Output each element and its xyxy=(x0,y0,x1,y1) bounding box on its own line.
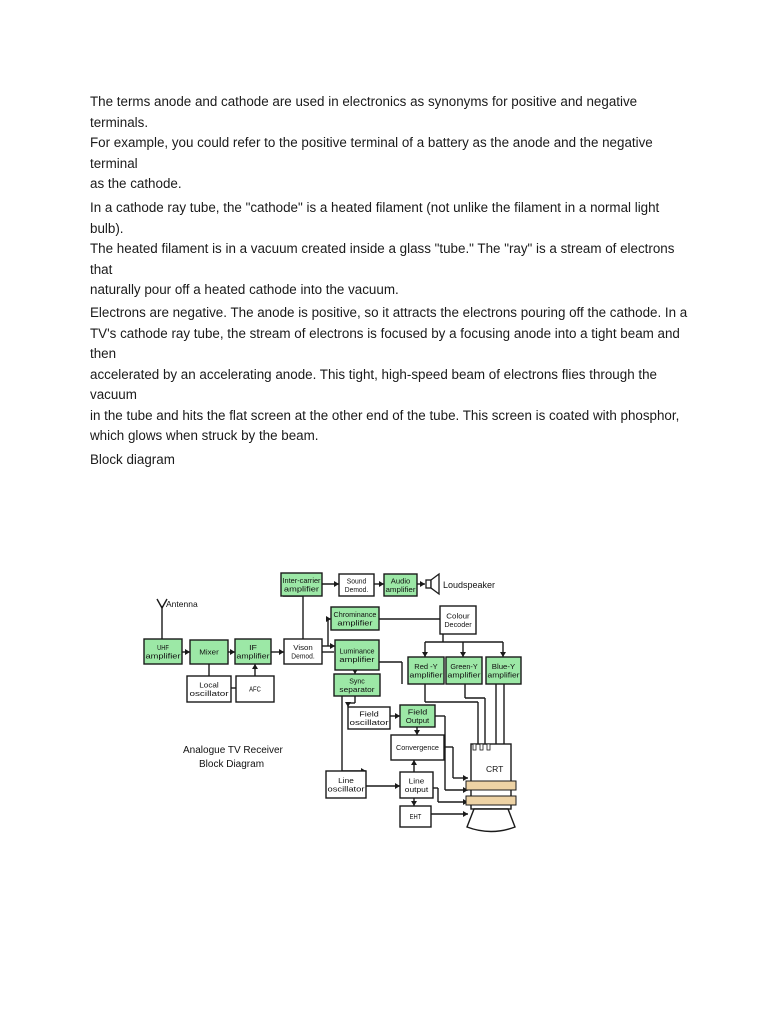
field-osc-block xyxy=(348,707,390,729)
red-y-block xyxy=(408,657,444,684)
diagram-caption-line1: Analogue TV Receiver xyxy=(183,745,283,756)
loudspeaker-label: Loudspeaker xyxy=(443,580,496,590)
paragraph-anode-cathode: The terms anode and cathode are used in electronics as synonyms for positive and negative terminals. For example, you could refer to the positive terminal of a battery as the anode and the negative terminal as the cathode. xyxy=(90,94,653,191)
paragraph-electrons: Electrons are negative. The anode is positive, so it attracts the electrons pouring off the cathode. In a TV's cathode ray tube, the stream of electrons is focused by a focusing anode into a tight beam and then accelerated by an accelerating anode. This tight, high-speed beam of electrons flies through the vacuum in the tube and hits the flat screen at the other end of the tube. This screen is coated with phosphor, which glows when struck by the beam. xyxy=(90,305,688,443)
if-label-2: amplifier xyxy=(236,651,271,661)
deflection-yoke-lower xyxy=(466,796,516,805)
audio-amp-label-1: Audio xyxy=(390,576,411,586)
blue-y-label-1: Blue-Y xyxy=(491,661,516,671)
sound-demod-label-1: Sound xyxy=(346,576,367,586)
luminance-block xyxy=(335,640,379,670)
line-osc-block xyxy=(326,771,366,798)
crt-label: CRT xyxy=(486,764,504,774)
sync-sep-label-2: separator xyxy=(339,684,376,694)
line-osc-label-1: Line xyxy=(338,775,354,785)
eht-label-1: EHT xyxy=(409,812,422,822)
loudspeaker-icon xyxy=(426,574,439,594)
eht-block xyxy=(400,806,431,827)
green-y-block xyxy=(446,657,482,684)
luminance-label-1: Luminance xyxy=(339,646,375,656)
audio-amp-label-2: amplifier xyxy=(385,584,417,594)
blue-y-block xyxy=(486,657,521,684)
local-osc-block xyxy=(187,676,231,702)
uhf-block xyxy=(144,639,182,664)
paragraph-cathode-ray-tube: In a cathode ray tube, the "cathode" is a heated filament (not unlike the filament in a normal light bulb). The heated filament is in a vacuum created inside a glass "tube." The "ray" is a stream of electrons that naturally pour off a heated cathode into the vacuum. xyxy=(90,200,675,297)
line-osc-label-2: oscillator xyxy=(327,784,366,794)
intercarrier-label-1: Inter-carrier xyxy=(282,575,322,585)
luminance-label-2: amplifier xyxy=(339,654,376,664)
line-output-label-2: output xyxy=(404,784,429,794)
if-label-1: IF xyxy=(249,642,258,652)
uhf-label-2: amplifier xyxy=(145,651,182,661)
field-output-label-1: Field xyxy=(407,707,428,717)
block-diagram-heading: Block diagram xyxy=(90,452,175,467)
sync-sep-block xyxy=(334,674,380,696)
green-y-label-1: Green-Y xyxy=(450,661,478,671)
sound-demod-block xyxy=(339,574,374,596)
green-y-label-2: amplifier xyxy=(447,670,482,680)
colour-decoder-label-1: Colour xyxy=(446,611,471,621)
vision-demod-label-1: Vison xyxy=(293,642,313,652)
mixer-label-1: Mixer xyxy=(199,647,220,657)
line-output-label-1: Line xyxy=(408,776,425,786)
vision-demod-block xyxy=(284,639,322,664)
local-osc-label-1: Local xyxy=(199,680,220,690)
chrominance-label-1: Chrominance xyxy=(333,609,377,619)
local-osc-label-2: oscillator xyxy=(189,688,230,698)
red-y-label-2: amplifier xyxy=(409,670,444,680)
sync-sep-label-1: Sync xyxy=(349,676,366,686)
intercarrier-block xyxy=(281,573,322,596)
audio-amp-block xyxy=(384,574,417,596)
crt-screen xyxy=(467,809,515,832)
intercarrier-label-2: amplifier xyxy=(283,584,320,594)
antenna-label: Antenna xyxy=(166,599,198,609)
chrominance-block xyxy=(331,607,379,630)
field-output-label-2: Output xyxy=(405,715,430,725)
sound-demod-label-2: Demod. xyxy=(344,584,369,594)
colour-decoder-block xyxy=(440,606,476,634)
afc-block xyxy=(236,676,274,702)
line-output-block xyxy=(400,772,433,798)
mixer-block xyxy=(190,640,228,664)
colour-decoder-label-2: Decoder xyxy=(444,619,473,629)
convergence-block xyxy=(391,735,444,760)
uhf-label-1: UHF xyxy=(157,642,170,652)
red-y-label-1: Red -Y xyxy=(414,661,438,671)
chrominance-label-2: amplifier xyxy=(337,618,374,628)
afc-label-1: AFC xyxy=(249,684,262,694)
vision-demod-label-2: Demod. xyxy=(291,651,315,661)
crt-tube xyxy=(466,744,516,832)
convergence-label-1: Convergence xyxy=(396,743,439,753)
diagram-caption-line2: Block Diagram xyxy=(199,759,265,770)
deflection-yoke-upper xyxy=(466,781,516,790)
field-output-block xyxy=(400,705,435,727)
field-osc-label-2: oscillator xyxy=(349,717,390,727)
if-block xyxy=(235,639,271,664)
tv-receiver-block-diagram xyxy=(138,566,538,846)
blue-y-label-2: amplifier xyxy=(487,670,521,680)
field-osc-label-1: Field xyxy=(359,709,379,719)
